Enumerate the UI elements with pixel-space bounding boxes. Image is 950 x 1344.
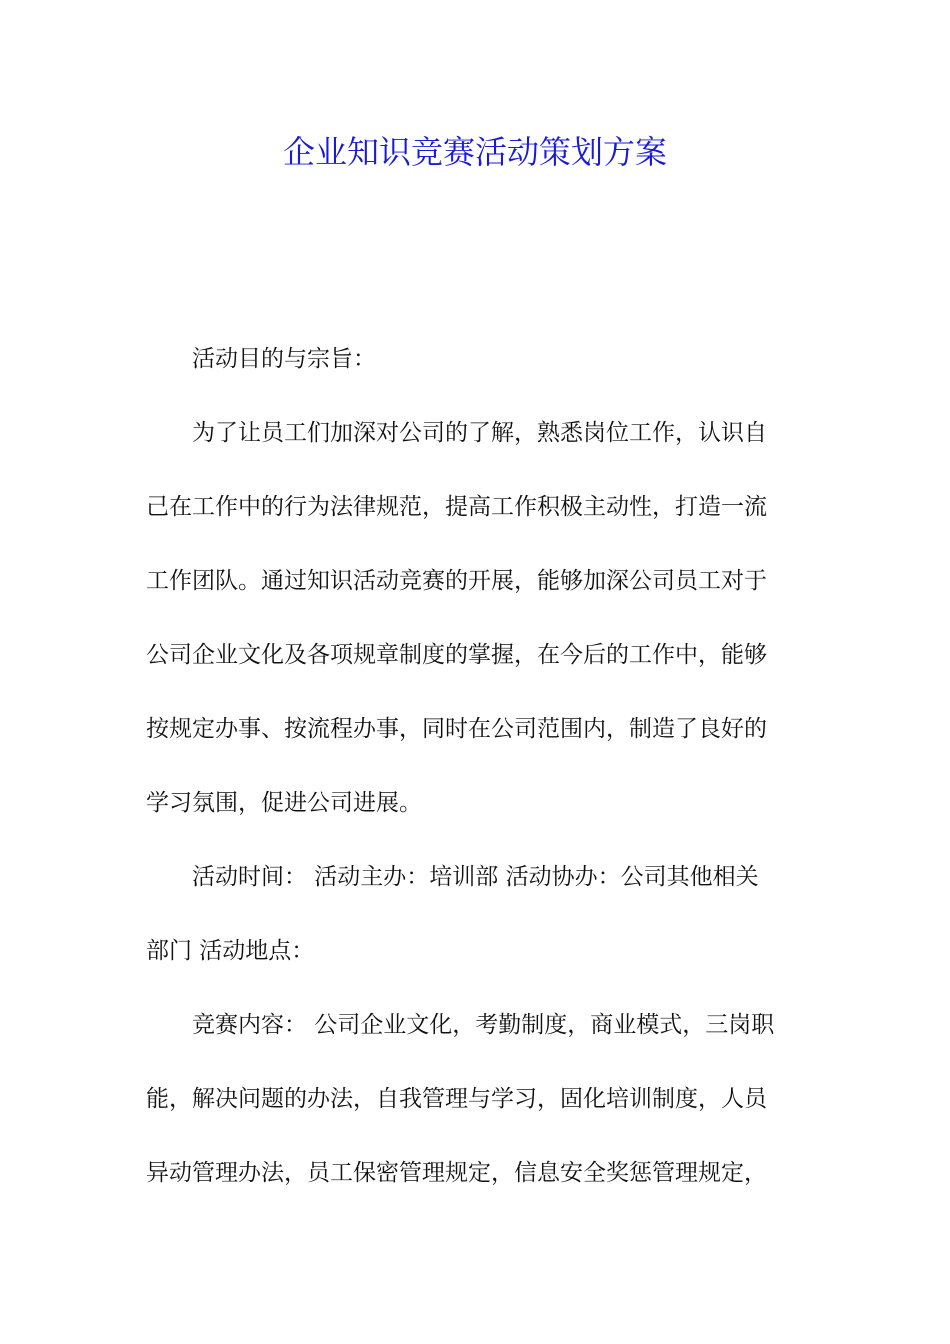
paragraph-line: 异动管理办法，员工保密管理规定，信息安全奖惩管理规定， bbox=[146, 1160, 767, 1186]
document-body bbox=[146, 322, 808, 1210]
paragraph-line: 为了让员工们加深对公司的了解，熟悉岗位工作，认识自 bbox=[192, 420, 767, 446]
paragraph-line: 竞赛内容： 公司企业文化，考勤制度，商业模式，三岗职 bbox=[192, 1012, 775, 1038]
paragraph-line: 工作团队。通过知识活动竞赛的开展，能够加深公司员工对于 bbox=[146, 568, 767, 594]
document-title: 企业知识竞赛活动策划方案 bbox=[282, 133, 667, 171]
heading-purpose: 活动目的与宗旨： bbox=[192, 346, 376, 372]
paragraph-line: 能，解决问题的办法，自我管理与学习，固化培训制度，人员 bbox=[146, 1086, 767, 1112]
paragraph-line: 己在工作中的行为法律规范，提高工作积极主动性，打造一流 bbox=[146, 494, 767, 520]
paragraph-line: 部门 活动地点： bbox=[146, 938, 315, 964]
paragraph-line: 公司企业文化及各项规章制度的掌握，在今后的工作中，能够 bbox=[146, 642, 767, 668]
paragraph-line: 学习氛围，促进公司进展。 bbox=[146, 790, 422, 816]
paragraph-line: 按规定办事、按流程办事，同时在公司范围内，制造了良好的 bbox=[146, 716, 767, 742]
paragraph-line: 活动时间： 活动主办：培训部 活动协办：公司其他相关 bbox=[192, 864, 759, 890]
